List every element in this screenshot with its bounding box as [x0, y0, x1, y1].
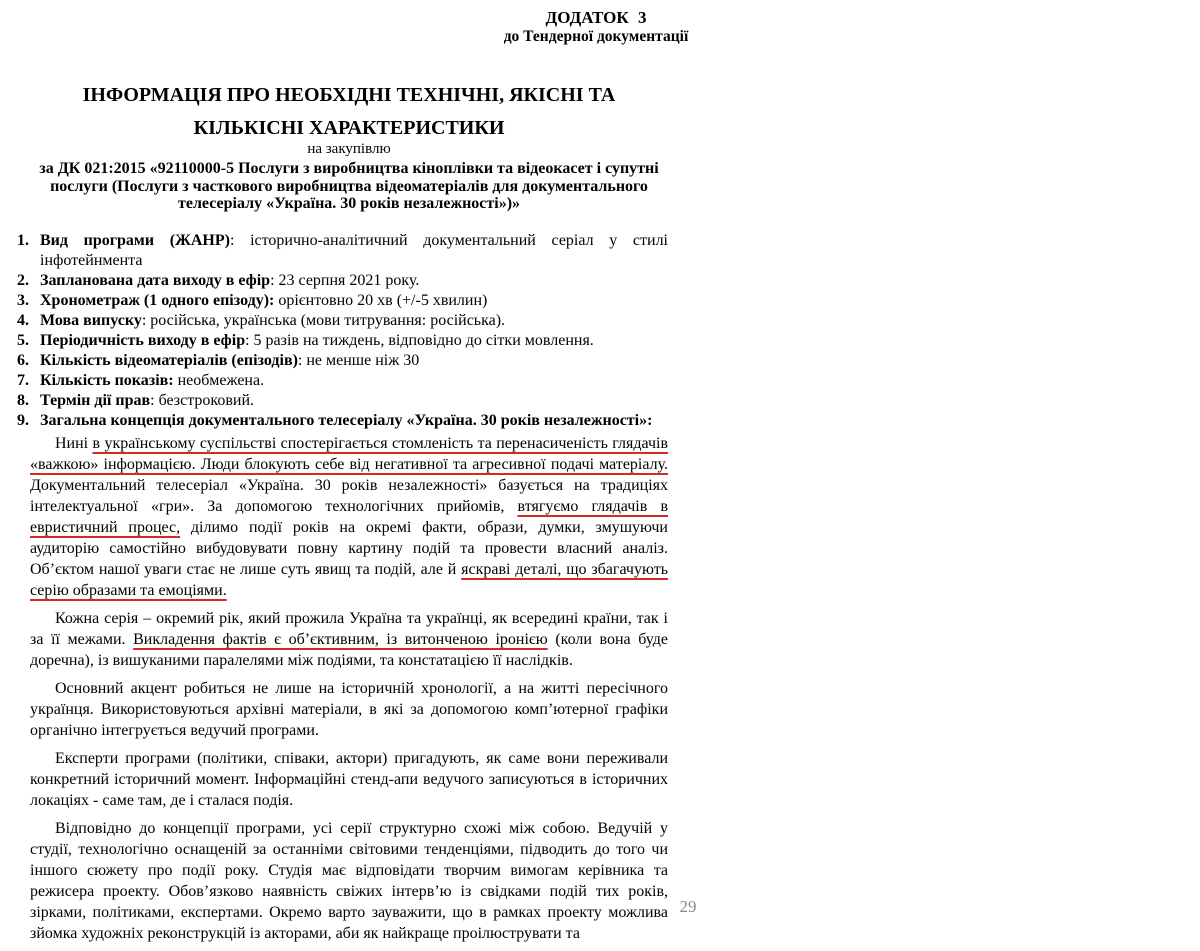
annex-subtitle: до Тендерної документації [503, 28, 689, 45]
item-text: : 5 разів на тиждень, відповідно до сітки мовлення. [245, 331, 594, 349]
item-text: : історично-аналітичний документальний серіал у стилі інфотейнмента [40, 231, 669, 269]
requirement-item-2 [17, 271, 668, 291]
red-underlined-text: втягуємо глядачів в евристичний процес, [30, 497, 668, 536]
requirement-item-8 [17, 391, 668, 411]
paragraph-text: (коли вона буде доречна), із вишуканими паралелями між подіями, та констатацією її наслідків. [30, 630, 668, 669]
paragraph-text: Документальний телесеріал «Україна. 30 років незалежності» базується на традиціях інтелектуальної «гри». За допомогою технологічних прийомів, [30, 476, 668, 515]
item-number: 9. [17, 411, 29, 429]
requirement-item-3 [17, 291, 668, 311]
item-number: 5. [17, 331, 29, 349]
requirements-list [17, 231, 669, 431]
item-text: : безстроковий. [150, 391, 255, 409]
item-label: Періодичність виходу в ефір [40, 331, 246, 349]
item-label: Хронометраж (1 одного епізоду): [40, 291, 275, 309]
concept-paragraph-4: Експерти програми (політики, співаки, актори) пригадують, як саме вони переживали конкретний історичний момент. Інформаційні стенд-апи ведучого записуються в історичних локаціях - саме там, де і сталася подія. [30, 749, 668, 809]
requirement-item-4 [17, 311, 668, 331]
page-title-line1: ІНФОРМАЦІЯ ПРО НЕОБХІДНІ ТЕХНІЧНІ, ЯКІСНІ ТА [82, 84, 616, 106]
requirement-item-7 [17, 371, 668, 391]
item-text: : російська, українська (мови титрування: російська). [141, 311, 506, 329]
page-title-line2: КІЛЬКІСНІ ХАРАКТЕРИСТИКИ [193, 117, 505, 139]
concept-paragraph-3: Основний акцент робиться не лише на історичній хронології, а на житті пересічного українця. Використовуються архівні матеріали, в які за допомогою комп’ютерної графіки органічно інтегрується ведучий програми. [30, 679, 668, 739]
annex-number: ДОДАТОК 3 [545, 8, 647, 27]
item-number: 3. [17, 291, 29, 309]
item-text: необмежена. [173, 371, 265, 389]
item-label: Термін дії прав [40, 391, 151, 409]
item-label: Кількість відеоматеріалів (епізодів) [40, 351, 298, 369]
paragraph-text: ділимо події років на окремі факти, образи, думки, змушуючи аудиторію самостійно вибудовувати повну картину подій та провести власний аналіз. Об’єктом нашої уваги стає не лише суть явищ та подій, але й [30, 518, 668, 578]
procurement-subtitle: на закупівлю [307, 141, 391, 157]
red-underlined-text: в українському суспільстві спостерігається стомленість та перенасиченість глядачів «важкою» інформацією. Люди блокують себе від негативної та агресивної подачі матеріалу. [30, 434, 669, 473]
requirement-item-1 [17, 231, 669, 271]
item-number: 8. [17, 391, 29, 409]
page-number: 29 [679, 897, 697, 916]
item-number: 4. [17, 311, 29, 329]
paragraph-text: Кожна серія – окремий рік, який прожила Україна та українці, як всередині країни, так і за її межами. [30, 609, 668, 648]
red-underlined-text: Викладення фактів є об’єктивним, із витонченою іронією [133, 630, 548, 648]
concept-paragraph-5: Відповідно до концепції програми, усі серії структурно схожі між собою. Ведучій у студії, технологічно оснащеній за останніми світовими тенденціями, підводить до того чи іншого сюжету про події року. Студія має відповідати творчим вимогам керівника та режисера проекту. Обов’язково наявність свіжих інтерв’ю із свідками подій тих років, зірками, політиками, експертами. Окремо варто зауважити, що в рамках проекту можлива зйомка художніх реконструкцій із акторами, аби як найкраще проілюструвати та [30, 819, 668, 942]
item-label: Мова випуску [40, 311, 142, 329]
procurement-subject: за ДК 021:2015 «92110000-5 Послуги з виробництва кіноплівки та відеокасет і супутні послуги (Послуги з часткового виробництва відеоматеріалів для документального телесеріалу «Україна. 30 років незалежності»)» [39, 160, 659, 212]
concept-paragraph-2 [30, 608, 668, 671]
item-text: : не менше ніж 30 [297, 351, 420, 369]
red-underlined-text: яскраві деталі, що збагачують серію образами та емоціями. [30, 560, 669, 599]
document-content [17, 0, 669, 944]
requirement-item-5 [17, 331, 668, 351]
item-number: 1. [17, 231, 29, 249]
item-number: 7. [17, 371, 29, 389]
item-text: орієнтовно 20 хв (+/-5 хвилин) [274, 291, 488, 309]
requirement-item-6 [17, 351, 668, 371]
item-label: Кількість показів: [40, 371, 174, 389]
item-label: Загальна концепція документального телесеріалу «Україна. 30 років незалежності»: [40, 411, 653, 429]
requirement-item-9 [17, 411, 668, 431]
item-number: 2. [17, 271, 29, 289]
item-number: 6. [17, 351, 29, 369]
paragraph-text: Нині [55, 434, 93, 452]
item-label: Запланована дата виходу в ефір [40, 271, 271, 289]
concept-paragraph-1 [30, 433, 668, 601]
item-label: Вид програми (ЖАНР) [40, 231, 230, 249]
item-text: : 23 серпня 2021 року. [270, 271, 420, 289]
